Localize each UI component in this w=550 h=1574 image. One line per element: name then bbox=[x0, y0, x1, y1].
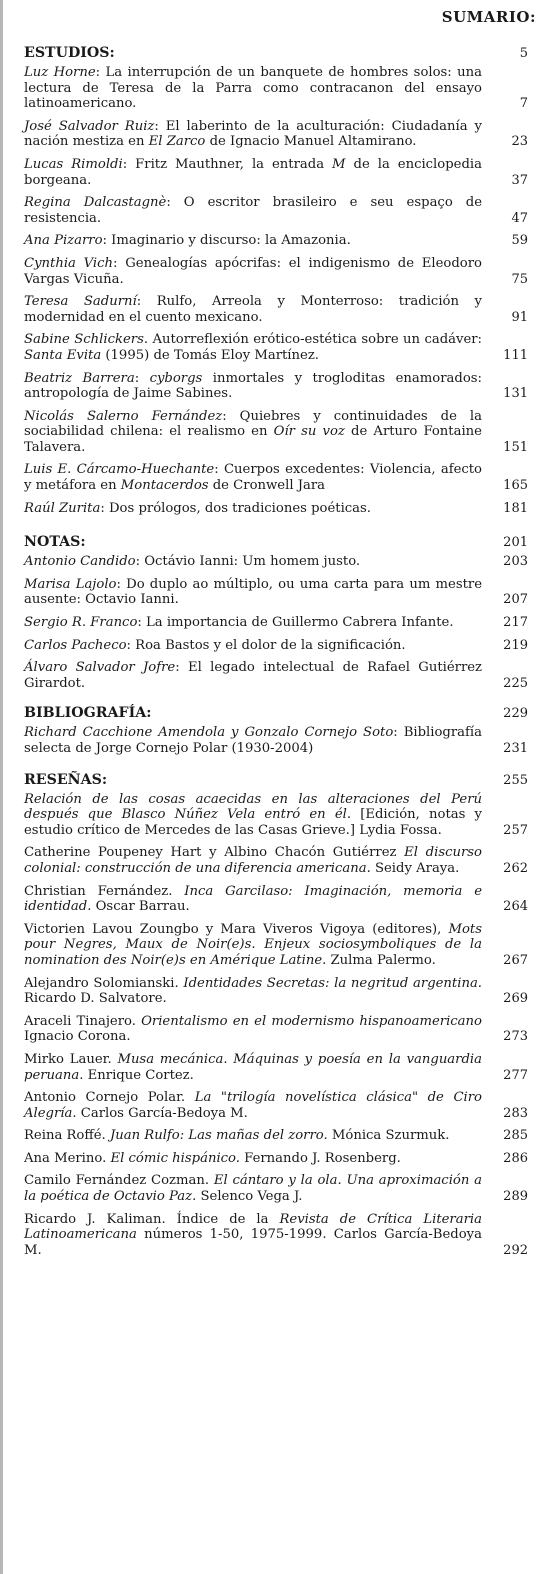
entry-text bbox=[24, 554, 482, 570]
section-title: ESTUDIOS: bbox=[24, 45, 115, 61]
entry-work-title: El cántaro y la ola. Una aproximación a la poética de Octavio Paz. bbox=[24, 1173, 482, 1205]
entry-author: Sabine Schlickers bbox=[24, 332, 144, 348]
entry-text-segment: Mónica Szurmuk. bbox=[327, 1128, 450, 1144]
entry-text bbox=[24, 577, 482, 608]
entry-work-title: Relación de las cosas acaecidas en las alteraciones del Perú después que Blasco Núñez Vela entró en él. bbox=[24, 791, 482, 823]
entry-text bbox=[24, 233, 482, 249]
entry-author: Regina Dalcastagnè bbox=[24, 195, 167, 211]
entry-text-segment: Ricardo D. Salvatore. bbox=[24, 991, 167, 1007]
entry-page-number: 111 bbox=[503, 347, 528, 363]
entry-text bbox=[24, 65, 482, 112]
toc-entry[interactable] bbox=[24, 462, 528, 493]
toc-section bbox=[24, 44, 528, 516]
entry-page-number: 131 bbox=[503, 386, 528, 402]
toc-entry[interactable] bbox=[24, 660, 528, 691]
entry-text bbox=[24, 462, 482, 493]
entry-text bbox=[24, 1212, 482, 1259]
entry-work-title: El discurso colonial: construcción de una diferencia americana. bbox=[24, 845, 483, 876]
toc-entry[interactable] bbox=[24, 409, 528, 456]
entry-text-segment: . Autorreflexión erótico-estética sobre un cadáver: bbox=[143, 332, 482, 348]
entry-text-segment: : Imaginario y discurso: la Amazonia. bbox=[102, 233, 351, 249]
entry-page-number: 285 bbox=[503, 1128, 528, 1144]
entry-work-title: El Zarco bbox=[148, 134, 206, 150]
entry-page-number: 151 bbox=[503, 439, 528, 455]
entry-text bbox=[24, 501, 482, 517]
entry-text-segment: Zulma Palermo. bbox=[326, 952, 436, 968]
entry-author: Luz Horne bbox=[24, 65, 96, 80]
entry-text bbox=[24, 1090, 482, 1121]
entry-page-number: 91 bbox=[511, 309, 528, 325]
entry-text-segment: Mirko Lauer. bbox=[24, 1051, 118, 1067]
page-title: SUMARIO: bbox=[441, 8, 536, 26]
entry-text bbox=[24, 792, 482, 839]
entry-page-number: 225 bbox=[503, 675, 528, 691]
entry-text bbox=[24, 638, 482, 654]
section-heading bbox=[24, 771, 528, 790]
entry-work-title: Identidades Secretas: la negritud argentina. bbox=[183, 975, 482, 991]
entry-text bbox=[24, 922, 482, 969]
entry-text-segment: Camilo Fernández Cozman. bbox=[24, 1173, 214, 1189]
entry-page-number: 269 bbox=[503, 991, 528, 1007]
entry-text-segment: Fernando J. Rosenberg. bbox=[239, 1150, 401, 1166]
toc-section bbox=[24, 704, 528, 756]
entry-page-number: 273 bbox=[503, 1029, 528, 1045]
entry-page-number: 286 bbox=[503, 1150, 528, 1166]
entry-text bbox=[24, 725, 482, 756]
toc-entry[interactable] bbox=[24, 792, 528, 839]
entry-author: Beatriz Barrera bbox=[24, 370, 135, 386]
entry-text bbox=[24, 332, 482, 363]
entry-text bbox=[24, 1151, 482, 1167]
entry-text bbox=[24, 256, 482, 287]
entry-text-segment: : Rulfo, Arreola y Monterroso: tradición y modernidad en el cuento mexicano. bbox=[24, 294, 482, 325]
entry-text-segment: Enrique Cortez. bbox=[83, 1067, 194, 1083]
entry-page-number: 37 bbox=[511, 172, 528, 188]
entry-author: Raúl Zurita bbox=[24, 500, 101, 516]
entry-page-number: 219 bbox=[503, 637, 528, 653]
entry-text-segment: (1995) de Tomás Eloy Martínez. bbox=[101, 347, 319, 363]
toc-entry[interactable] bbox=[24, 577, 528, 608]
entry-page-number: 7 bbox=[519, 96, 528, 112]
entry-text-segment: de Arturo Fontaine Talavera. bbox=[24, 424, 482, 455]
toc-entry[interactable] bbox=[24, 501, 528, 517]
entry-text-segment: Carlos García-Bedoya M. bbox=[76, 1105, 248, 1121]
entry-text bbox=[24, 976, 482, 1007]
toc-entry[interactable] bbox=[24, 332, 528, 363]
entry-author: Luis E. Cárcamo-Huechante bbox=[24, 462, 215, 478]
entry-text-segment: Ricardo J. Kaliman. Índice de la bbox=[24, 1211, 280, 1227]
entry-author: Carlos Pacheco bbox=[24, 637, 127, 653]
entry-text-segment: Catherine Poupeney Hart y Albino Chacón Gutiérrez bbox=[24, 845, 405, 861]
entry-work-title: Mots pour Negres, Maux de Noir(e)s. Enjeux sociosymboliques de la nomination des Noir(e)s en Amérique Latine. bbox=[24, 921, 482, 968]
entry-page-number: 207 bbox=[503, 592, 528, 608]
entry-work-title: M bbox=[332, 156, 346, 172]
toc-entry[interactable] bbox=[24, 1212, 528, 1259]
toc-entry[interactable] bbox=[24, 1014, 528, 1045]
entry-page-number: 23 bbox=[511, 134, 528, 150]
section-heading bbox=[24, 704, 528, 723]
toc-entry[interactable] bbox=[24, 1090, 528, 1121]
toc-entry[interactable] bbox=[24, 119, 528, 150]
entry-text-segment: : Dos prólogos, dos tradiciones poéticas. bbox=[100, 500, 372, 516]
toc-entry[interactable] bbox=[24, 294, 528, 325]
toc-entry[interactable] bbox=[24, 195, 528, 226]
entry-text bbox=[24, 157, 482, 188]
toc-entry[interactable] bbox=[24, 638, 528, 654]
toc-entry[interactable] bbox=[24, 845, 528, 876]
entry-text bbox=[24, 371, 482, 402]
toc-entry[interactable] bbox=[24, 1128, 528, 1144]
entry-work-title: El cómic hispánico. bbox=[110, 1150, 240, 1166]
section-page-number: 5 bbox=[519, 46, 528, 61]
entry-author: Ana Pizarro bbox=[24, 233, 103, 249]
entry-author: Lucas Rimoldi bbox=[24, 156, 123, 172]
entry-text bbox=[24, 409, 482, 456]
entry-page-number: 283 bbox=[503, 1105, 528, 1121]
entry-text-segment: : Fritz Mauthner, la entrada bbox=[122, 156, 333, 172]
toc-entry[interactable] bbox=[24, 371, 528, 402]
entry-page-number: 231 bbox=[503, 741, 528, 756]
toc-entry[interactable] bbox=[24, 233, 528, 249]
entry-page-number: 262 bbox=[503, 860, 528, 876]
entry-work-title: Oír su voz bbox=[273, 424, 345, 440]
entry-page-number: 289 bbox=[503, 1189, 528, 1205]
section-page-number: 255 bbox=[503, 772, 528, 788]
table-of-contents bbox=[24, 44, 528, 1270]
entry-page-number: 277 bbox=[503, 1067, 528, 1083]
toc-entry[interactable] bbox=[24, 725, 528, 756]
entry-text bbox=[24, 1128, 482, 1144]
entry-work-title: Juan Rulfo: Las mañas del zorro. bbox=[109, 1128, 328, 1144]
toc-entry[interactable] bbox=[24, 1052, 528, 1083]
section-page-number: 229 bbox=[503, 706, 528, 722]
entry-text-segment: : El laberinto de la aculturación: Ciudadanía y nación mestiza en bbox=[24, 118, 482, 150]
entry-work-title: Montacerdos bbox=[120, 478, 209, 494]
entry-text-segment: Seidy Araya. bbox=[370, 860, 460, 876]
entry-text-segment: : Cuerpos excedentes: Violencia, afecto y metáfora en bbox=[24, 462, 482, 494]
entry-text-segment: de Ignacio Manuel Altamirano. bbox=[205, 134, 417, 150]
toc-entry[interactable] bbox=[24, 976, 528, 1007]
entry-text-segment: Antonio Cornejo Polar. bbox=[24, 1090, 195, 1106]
entry-text-segment: Selenco Vega J. bbox=[196, 1189, 303, 1205]
toc-entry[interactable] bbox=[24, 1173, 528, 1204]
toc-entry[interactable] bbox=[24, 615, 528, 631]
entry-text-segment: Oscar Barrau. bbox=[91, 899, 190, 915]
entry-work-title: Inca Garcilaso: Imaginación, memoria e identidad. bbox=[24, 883, 482, 915]
entry-text-segment: inmortales y trogloditas enamorados: antropología de Jaime Sabines. bbox=[24, 370, 482, 402]
entry-author: Sergio R. Franco bbox=[24, 615, 138, 631]
entry-text-segment: : Quiebres y continuidades de la sociabilidad chilena: el realismo en bbox=[24, 408, 482, 440]
entry-text-segment: Ana Merino. bbox=[24, 1150, 111, 1166]
entry-text-segment: Araceli Tinajero. bbox=[24, 1013, 142, 1029]
entry-page-number: 47 bbox=[511, 210, 528, 226]
entry-text-segment: : bbox=[134, 370, 150, 386]
entry-work-title: Musa mecánica. Máquinas y poesía en la vanguardia peruana. bbox=[24, 1051, 482, 1083]
entry-text-segment: Alejandro Solomianski. bbox=[24, 975, 184, 991]
entry-text-segment: de Cronwell Jara bbox=[208, 478, 326, 494]
entry-text-segment: : Bibliografía selecta de Jorge Cornejo Polar (1930-2004) bbox=[24, 725, 482, 756]
section-heading bbox=[24, 533, 528, 552]
toc-section bbox=[24, 533, 528, 691]
toc-entry[interactable] bbox=[24, 256, 528, 287]
entry-work-title: Revista de Crítica Literaria Latinoamericana bbox=[24, 1211, 482, 1243]
page-edge-shadow bbox=[0, 0, 3, 1574]
entry-page-number: 264 bbox=[503, 899, 528, 915]
toc-entry[interactable] bbox=[24, 1151, 528, 1167]
section-title: BIBLIOGRAFÍA: bbox=[24, 705, 152, 722]
entry-text bbox=[24, 615, 482, 631]
entry-page-number: 181 bbox=[503, 500, 528, 516]
entry-page-number: 257 bbox=[503, 822, 528, 838]
entry-text bbox=[24, 845, 482, 876]
entry-work-title: Santa Evita bbox=[24, 347, 102, 363]
entry-author: Teresa Sadurní bbox=[24, 294, 137, 310]
entry-work-title: La "trilogía novelística clásica" de Ciro Alegría. bbox=[24, 1090, 482, 1121]
entry-page-number: 217 bbox=[503, 615, 528, 631]
entry-text-segment: Christian Fernández. bbox=[24, 883, 185, 899]
entry-page-number: 267 bbox=[503, 952, 528, 968]
entry-author: Cynthia Vich bbox=[24, 255, 114, 271]
entry-text-segment: : O escritor brasileiro e seu espaço de resistencia. bbox=[24, 195, 483, 226]
entry-author: Nicolás Salerno Fernández bbox=[24, 408, 223, 424]
entry-text-segment: números 1-50, 1975-1999. Carlos García-Bedoya M. bbox=[24, 1227, 482, 1258]
entry-text-segment: : Do duplo ao múltiplo, ou uma carta para um mestre ausente: Octavio Ianni. bbox=[24, 576, 482, 608]
toc-section bbox=[24, 771, 528, 1259]
section-title: RESEÑAS: bbox=[24, 771, 108, 788]
entry-text-segment: Reina Roffé. bbox=[24, 1128, 110, 1144]
entry-author: Álvaro Salvador Jofre bbox=[24, 660, 176, 676]
entry-text bbox=[24, 294, 482, 325]
section-heading bbox=[24, 44, 528, 63]
entry-page-number: 59 bbox=[511, 233, 528, 249]
entry-text bbox=[24, 1173, 482, 1204]
entry-text bbox=[24, 119, 482, 150]
entry-text bbox=[24, 195, 482, 226]
entry-text bbox=[24, 660, 482, 691]
entry-author: Marisa Lajolo bbox=[24, 576, 117, 592]
entry-text-segment: Victorien Lavou Zoungbo y Mara Viveros Vigoya (editores), bbox=[24, 921, 449, 937]
toc-entry[interactable] bbox=[24, 65, 528, 112]
entry-text-segment: : Genealogías apócrifas: el indigenismo de Eleodoro Vargas Vicuña. bbox=[24, 255, 482, 287]
entry-page-number: 165 bbox=[503, 478, 528, 494]
toc-entry[interactable] bbox=[24, 922, 528, 969]
entry-text bbox=[24, 884, 482, 915]
entry-page-number: 203 bbox=[503, 554, 528, 570]
entry-text bbox=[24, 1052, 482, 1083]
entry-text-segment: : Octávio Ianni: Um homem justo. bbox=[135, 554, 361, 570]
entry-text-segment: : Roa Bastos y el dolor de la significación. bbox=[126, 637, 406, 653]
toc-entry[interactable] bbox=[24, 554, 528, 570]
entry-author: Antonio Candido bbox=[24, 554, 136, 570]
toc-entry[interactable] bbox=[24, 884, 528, 915]
entry-author: José Salvador Ruiz bbox=[24, 118, 155, 134]
entry-work-title: Orientalismo en el modernismo hispanoamericano bbox=[141, 1013, 482, 1029]
entry-text-segment: Ignacio Corona. bbox=[24, 1029, 131, 1045]
entry-text-segment: : La interrupción de un banquete de hombres solos: una lectura de Teresa de la Parra como contracanon del ensayo latinoamericano. bbox=[24, 65, 482, 112]
entry-page-number: 75 bbox=[511, 271, 528, 287]
section-page-number: 201 bbox=[503, 535, 528, 551]
toc-entry[interactable] bbox=[24, 157, 528, 188]
entry-text-segment: [Edición, notas y estudio crítico de Mercedes de las Casas Grieve.] Lydia Fossa. bbox=[24, 807, 482, 838]
entry-text-segment: : La importancia de Guillermo Cabrera Infante. bbox=[137, 615, 454, 631]
entry-text bbox=[24, 1014, 482, 1045]
entry-text-segment: de la enciclopedia borgeana. bbox=[24, 156, 482, 188]
entry-page-number: 292 bbox=[503, 1242, 528, 1258]
entry-author: Richard Cacchione Amendola y Gonzalo Cornejo Soto bbox=[24, 725, 394, 741]
entry-text-segment: : El legado intelectual de Rafael Gutiérrez Girardot. bbox=[24, 660, 482, 691]
section-title: NOTAS: bbox=[24, 534, 86, 551]
entry-work-title: cyborgs bbox=[149, 370, 203, 386]
